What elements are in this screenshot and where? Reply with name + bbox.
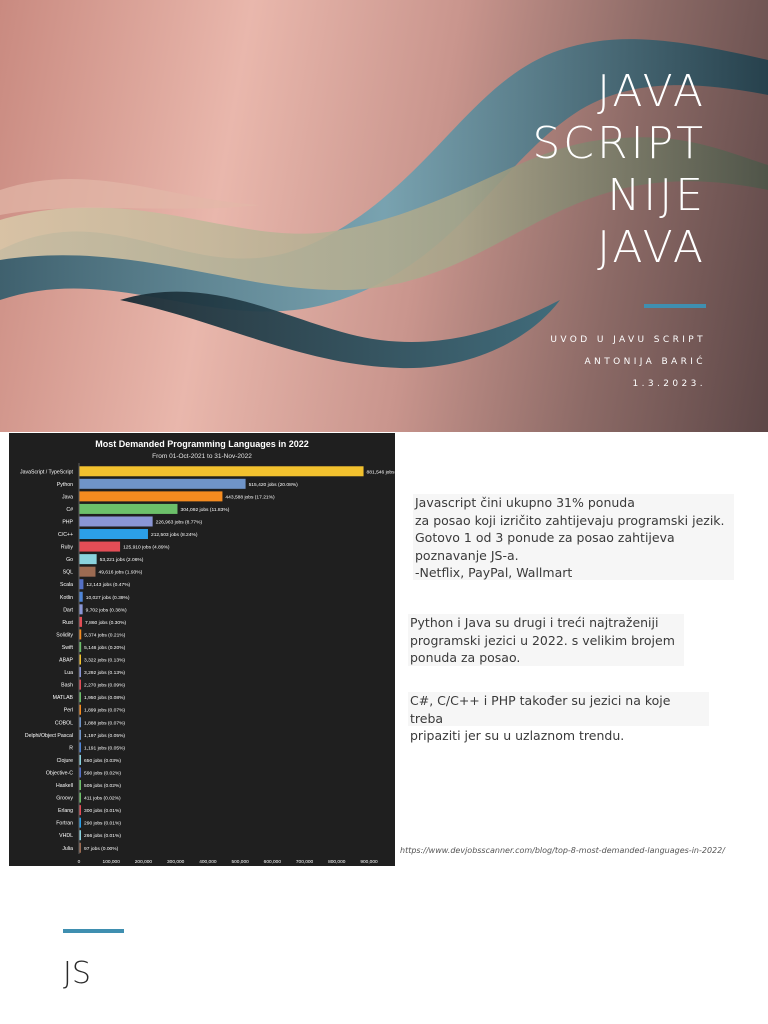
data-label: 1,191 jobs (0.05%) [84,746,126,752]
chart-panel [9,433,416,866]
slide-title-line-4: JAVA [597,222,706,273]
category-label: R [69,745,73,752]
note-javascript-share: Javascript čini ukupno 31% ponuda za posao koji izričito zahtijevaju programski jezik. Gotovo 1 od 3 ponude za posao zahtijeva poznavanje JS-a. -Netflix, PayPal, Wallmart [413,494,734,580]
category-label: Swift [61,644,73,651]
data-label: 443,588 jobs (17.21%) [225,495,275,501]
bar [80,567,96,577]
bar [80,604,83,614]
bar [80,491,223,501]
category-label: C/C++ [58,532,73,539]
category-label: Fortran [56,820,73,827]
data-label: 3,322 jobs (0.13%) [84,658,126,664]
data-label: 650 jobs (0.03%) [84,758,121,764]
data-label: 2,270 jobs (0.09%) [84,683,126,689]
bottom-accent-bar [63,929,124,933]
category-label: ABAP [59,657,73,664]
bar [80,805,82,815]
category-label: Java [62,494,73,501]
slide-title-line-3: NIJE [607,170,706,221]
x-tick-label: 400,000 [199,860,217,866]
category-label: Ruby [60,544,73,551]
bar [80,843,82,853]
bar [80,830,82,840]
category-label: Groovy [56,795,73,802]
slide-subtitle: UVOD U JAVU SCRIPT [550,335,706,345]
data-label: 212,503 jobs (8.24%) [150,533,198,539]
bar [80,592,83,602]
bar [80,717,82,727]
bar [80,516,153,526]
category-label: Haskell [55,783,73,790]
bar [80,479,246,489]
data-label: 5,146 jobs (0.20%) [84,645,126,651]
x-tick-label: 200,000 [134,860,153,866]
bar [80,730,82,740]
bar [80,692,82,702]
data-label: 304,092 jobs (11.83%) [180,507,230,513]
category-label: Lua [64,670,73,677]
chart-subtitle: From 01-Oct-2021 to 31-Nov-2022 [152,453,252,460]
slide-title-line-1: JAVA [597,66,706,117]
data-label: 3,292 jobs (0.13%) [84,671,126,677]
data-label: 9,702 jobs (0.38%) [85,608,127,614]
slide-author: ANTONIJA BARIĆ [584,357,706,367]
category-label: PHP [62,519,73,526]
x-tick-label: 300,000 [166,860,185,866]
data-label: 53,221 jobs (2.06%) [99,558,144,564]
data-label: 505 jobs (0.02%) [84,784,121,790]
bar [80,818,82,828]
data-label: 7,860 jobs (0.30%) [85,620,127,626]
bar [80,680,82,690]
category-label: Erlang [58,808,73,815]
bar [80,554,97,564]
slide-title-line-2: SCRIPT [532,118,706,169]
chart-title: Most Demanded Programming Languages in 2022 [95,439,309,449]
data-label: 49,616 jobs (1.93%) [98,570,143,576]
bar [80,642,82,652]
x-tick-label: 100,000 [102,860,120,866]
category-label: Perl [63,707,73,714]
data-label: 590 jobs (0.02%) [84,771,121,777]
title-accent-bar [644,304,706,308]
data-label: 266 jobs (0.01%) [84,834,121,840]
note-csharp-cpp-php: C#, C/C++ i PHP također su jezici na koje treba pripaziti jer su u uzlaznom trendu. [408,692,709,726]
data-label: 1,197 jobs (0.05%) [84,733,126,739]
category-label: JavaScript / TypeScript [20,469,73,476]
x-tick-label: 700,000 [295,860,314,866]
category-label: Julia [62,845,73,852]
x-tick-label: 0 [77,860,81,866]
bar [80,542,121,552]
category-label: Kotlin [60,594,73,601]
x-tick-label: 900,000 [360,860,378,866]
data-label: 5,374 jobs (0.21%) [84,633,126,639]
category-label: Bash [61,682,73,689]
category-label: Clojure [56,757,73,764]
bar [80,755,82,765]
category-label: COBOL [54,720,73,727]
bar [80,780,82,790]
bar [80,667,82,677]
data-label: 226,963 jobs (8.77%) [155,520,203,526]
slide-date: 1.3.2023. [632,379,706,389]
data-label: 1,888 jobs (0.07%) [84,721,126,727]
data-label: 290 jobs (0.01%) [84,821,121,827]
category-label: Python [56,481,73,488]
x-tick-label: 600,000 [263,860,282,866]
bar [80,655,82,665]
data-label: 515,420 jobs (20.08%) [248,482,298,488]
section-title: JS [63,956,91,991]
data-label: 12,143 jobs (0.47%) [86,583,131,589]
bar [80,793,82,803]
data-label: 1,899 jobs (0.07%) [84,708,126,714]
note-python-java: Python i Java su drugi i treći najtraženiji programski jezici u 2022. s velikim brojem ponuda za posao. [408,614,684,666]
bar-chart [9,433,416,866]
data-label: 300 jobs (0.01%) [84,809,121,815]
category-label: Dart [63,607,73,614]
bar [80,529,148,539]
data-label: 125,910 jobs (4.89%) [123,545,170,551]
category-label: SQL [62,569,73,576]
bar [80,617,83,627]
bar [80,504,178,514]
data-label: 881,546 jobs (31.19%) [366,470,416,476]
data-label: 10,027 jobs (0.39%) [85,595,130,601]
bar [80,466,364,476]
category-label: Scala [60,582,73,589]
data-label: 97 jobs (0.00%) [84,846,119,852]
category-label: VHDL [59,833,73,840]
source-link[interactable]: https://www.devjobsscanner.com/blog/top-8-most-demanded-languages-in-2022/ [400,846,725,855]
bar [80,579,84,589]
category-label: Go [66,557,73,564]
data-label: 1,950 jobs (0.08%) [84,696,126,702]
title-slide [0,0,768,432]
bar [80,629,82,639]
x-tick-label: 500,000 [231,860,249,866]
category-label: C# [66,506,73,513]
bar [80,767,82,777]
category-label: Objective-C [45,770,73,777]
category-label: MATLAB [52,695,73,702]
data-label: 411 jobs (0.02%) [84,796,121,802]
x-tick-label: 800,000 [328,860,346,866]
bar [80,705,82,715]
category-label: Solidity [56,632,73,639]
bar [80,742,82,752]
category-label: Delphi/Object Pascal [24,732,73,739]
category-label: Rust [62,619,73,626]
